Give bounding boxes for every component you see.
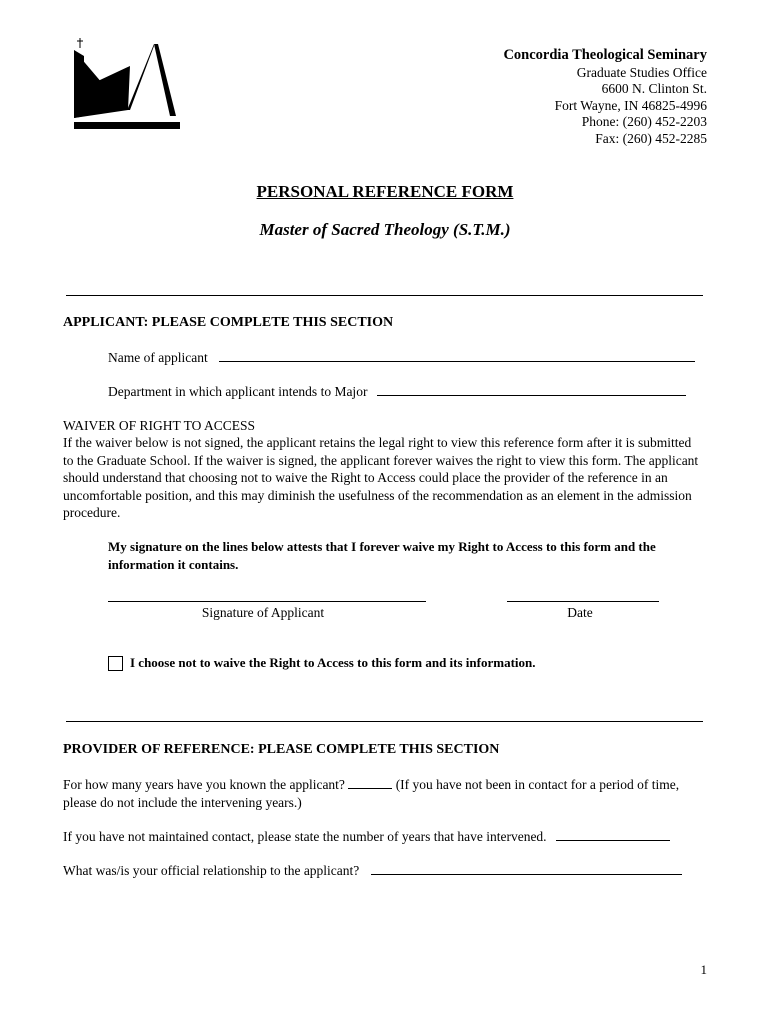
office-name: Graduate Studies Office — [576, 64, 707, 80]
signature-label: Signature of Applicant — [201, 605, 325, 620]
provider-section-heading: PROVIDER OF REFERENCE: PLEASE COMPLETE THIS SECTION — [63, 742, 500, 757]
seminary-name: Concordia Theological Seminary — [503, 47, 707, 63]
years-intervened-field[interactable] — [556, 828, 670, 841]
relationship-label: What was/is your official relationship to the applicant? — [63, 863, 360, 878]
years-intervened-row — [63, 828, 670, 845]
applicant-department-row — [108, 383, 686, 400]
signature-line[interactable] — [108, 601, 426, 602]
no-waive-checkbox-label: I choose not to waive the Right to Access to this form and its information. — [130, 655, 536, 670]
applicant-department-label: Department in which applicant intends to Major — [108, 384, 368, 399]
form-title: PERSONAL REFERENCE FORM — [256, 182, 514, 201]
form-subtitle: Master of Sacred Theology (S.T.M.) — [259, 220, 511, 239]
waiver-attestation: My signature on the lines below attests that I forever waive my Right to Access to this form and the information it contains. — [108, 539, 656, 572]
city-address: Fort Wayne, IN 46825-4996 — [554, 97, 707, 113]
waiver-heading: WAIVER OF RIGHT TO ACCESS — [63, 418, 256, 433]
applicant-name-label: Name of applicant — [108, 350, 208, 365]
page-number: 1 — [700, 962, 707, 977]
applicant-name-field[interactable] — [219, 349, 695, 362]
date-label: Date — [567, 605, 593, 620]
relationship-field[interactable] — [371, 862, 682, 875]
seminary-logo-icon — [70, 36, 182, 134]
street-address: 6600 N. Clinton St. — [601, 81, 707, 97]
section-divider — [66, 721, 703, 722]
years-known-field[interactable] — [348, 776, 392, 789]
section-divider — [66, 295, 703, 296]
phone-number: Phone: (260) 452-2203 — [581, 114, 707, 130]
no-waive-checkbox[interactable] — [108, 656, 123, 671]
waiver-body: If the waiver below is not signed, the applicant retains the legal right to view this reference form after it is submitted to the Graduate School. If the waiver is signed, the applicant forever waives the right to view this form. The applicant should understand that choosing not to waive the Right to Access could place the provider of the reference in an uncomfortable position, and this may diminish the usefulness of the recommendation as an element in the admission procedure. — [63, 435, 699, 521]
years-known-question — [63, 776, 705, 811]
applicant-section-heading: APPLICANT: PLEASE COMPLETE THIS SECTION — [63, 315, 394, 330]
years-intervened-label: If you have not maintained contact, please state the number of years that have intervened. — [63, 829, 547, 844]
relationship-row — [63, 862, 682, 879]
date-line[interactable] — [507, 601, 659, 602]
seminary-address-block — [503, 47, 707, 148]
fax-number: Fax: (260) 452-2285 — [595, 130, 707, 146]
years-known-label: For how many years have you known the applicant? — [63, 777, 345, 792]
years-known-note: (If you have not been in contact for a period of time, please do not include the intervening years.) — [63, 777, 680, 810]
applicant-name-row — [108, 349, 695, 366]
applicant-department-field[interactable] — [377, 383, 686, 396]
